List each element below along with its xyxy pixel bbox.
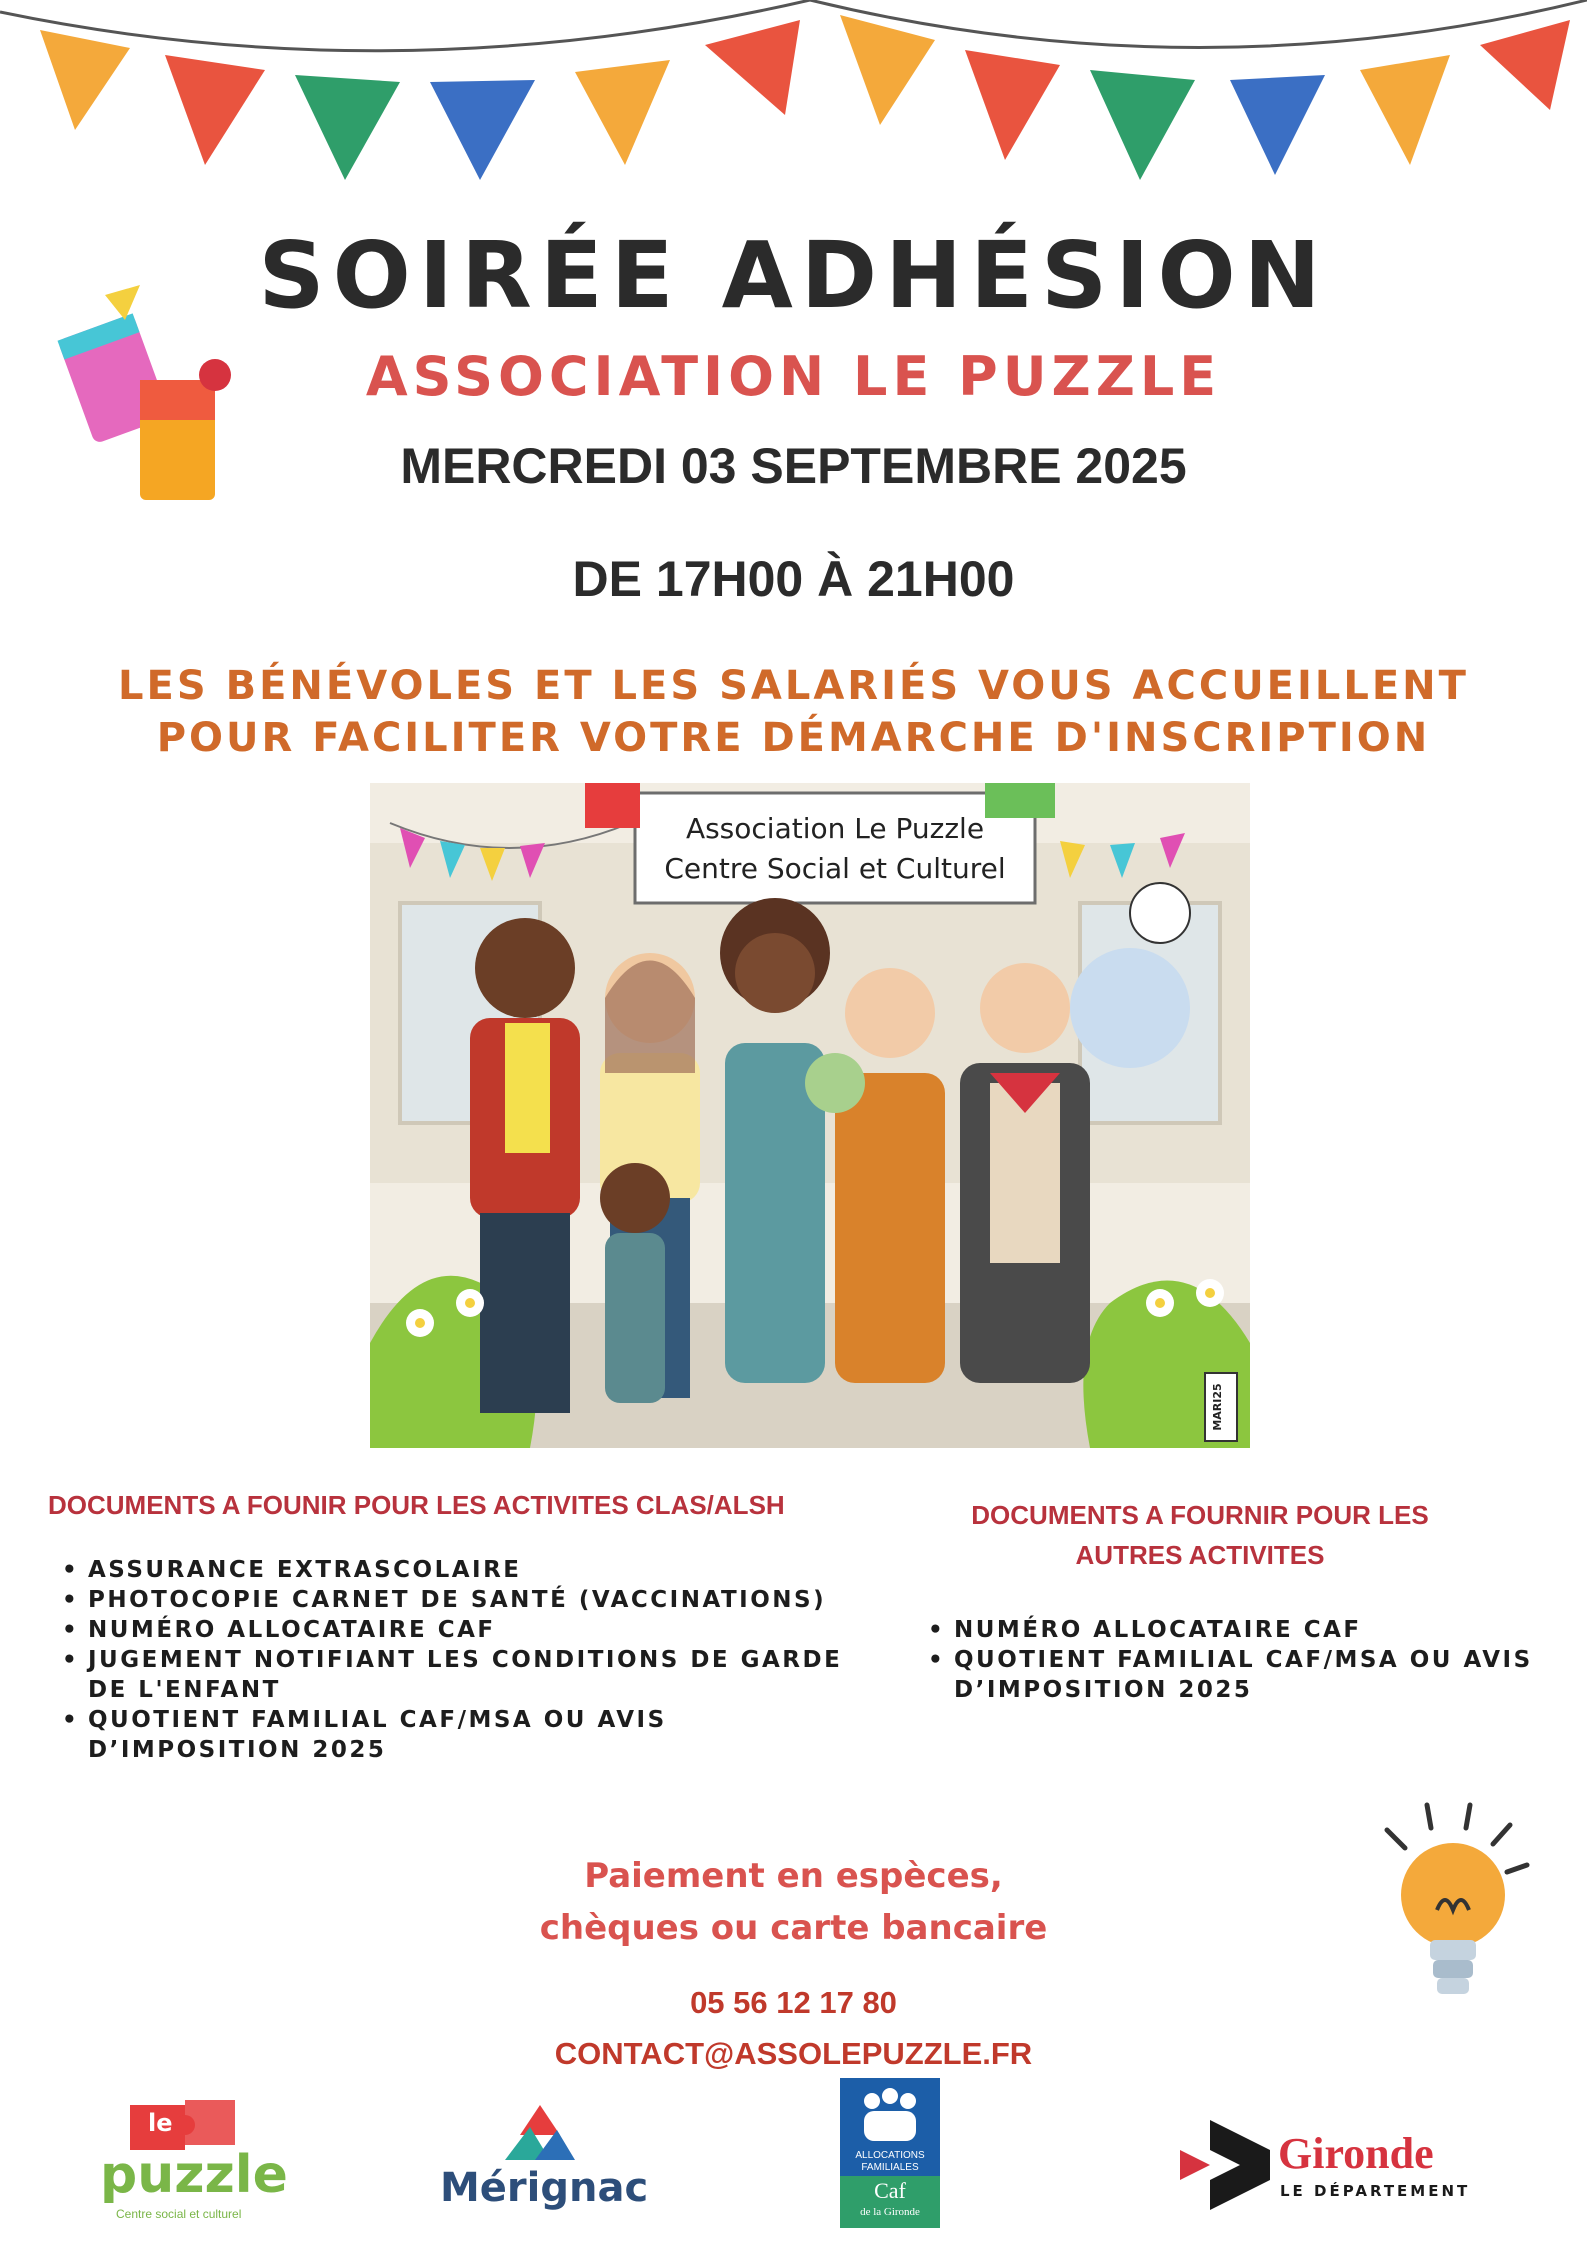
welcome-message bbox=[0, 660, 1587, 764]
bunting-decoration bbox=[0, 0, 1587, 200]
docs-clas-alsh-heading: DOCUMENTS A FOUNIR POUR LES ACTIVITES CLAS/ALSH bbox=[48, 1490, 785, 1520]
merignac-logo-text: Mérignac bbox=[440, 2165, 649, 2211]
gironde-name: Gironde bbox=[1278, 2129, 1434, 2178]
list-item: • QUOTIENT FAMILIAL CAF/MSA OU AVIS D’IMPOSITION 2025 bbox=[62, 1705, 862, 1765]
caf-logo bbox=[840, 2078, 940, 2228]
payment-info bbox=[0, 1850, 1587, 1954]
docs-clas-alsh-list bbox=[62, 1555, 862, 1765]
caf-line-4: de la Gironde bbox=[860, 2206, 920, 2218]
welcome-line-1: LES BÉNÉVOLES ET LES SALARIÉS VOUS ACCUEILLENT bbox=[118, 663, 1469, 709]
artist-signature: MARI25 bbox=[1211, 1383, 1224, 1431]
list-item: • PHOTOCOPIE CARNET DE SANTÉ (VACCINATIONS) bbox=[62, 1585, 862, 1615]
gironde-shape-icon bbox=[1180, 2120, 1270, 2210]
sign-line-1: Association Le Puzzle bbox=[685, 812, 985, 845]
gironde-sub: LE DÉPARTEMENT bbox=[1280, 2182, 1471, 2200]
puzzle-logo-name: puzzle bbox=[100, 2145, 288, 2205]
list-item: • NUMÉRO ALLOCATAIRE CAF bbox=[62, 1615, 862, 1645]
docs-other-heading-line-1: DOCUMENTS A FOURNIR POUR LES bbox=[971, 1500, 1429, 1530]
puzzle-logo bbox=[100, 2095, 288, 2230]
page-title: SOIRÉE ADHÉSION bbox=[258, 222, 1329, 329]
caf-line-1: ALLOCATIONS bbox=[855, 2150, 925, 2161]
event-date: MERCREDI 03 SEPTEMBRE 2025 bbox=[400, 438, 1187, 494]
merignac-logo bbox=[435, 2105, 655, 2230]
docs-other-activities-list bbox=[928, 1615, 1548, 1705]
puzzle-logo-le: le bbox=[148, 2109, 173, 2137]
docs-other-activities-heading bbox=[900, 1495, 1500, 1575]
people-group-icon bbox=[470, 898, 1090, 1413]
contact-phone[interactable]: 05 56 12 17 80 bbox=[690, 1985, 897, 2020]
family-icon bbox=[852, 2086, 928, 2146]
list-item: • ASSURANCE EXTRASCOLAIRE bbox=[62, 1555, 862, 1585]
globe-icon bbox=[1070, 948, 1190, 1068]
payment-line-1: Paiement en espèces, bbox=[584, 1856, 1003, 1896]
community-illustration bbox=[370, 783, 1250, 1448]
sign-line-2: Centre Social et Culturel bbox=[664, 852, 1006, 885]
association-subtitle: ASSOCIATION LE PUZZLE bbox=[365, 345, 1222, 408]
list-item: • JUGEMENT NOTIFIANT LES CONDITIONS DE GARDE DE L'ENFANT bbox=[62, 1645, 862, 1705]
gironde-logo bbox=[1180, 2120, 1480, 2220]
payment-line-2: chèques ou carte bancaire bbox=[539, 1908, 1048, 1948]
list-item: • QUOTIENT FAMILIAL CAF/MSA OU AVIS D’IMPOSITION 2025 bbox=[928, 1645, 1548, 1705]
docs-other-heading-line-2: AUTRES ACTIVITES bbox=[1075, 1540, 1325, 1570]
welcome-line-2: POUR FACILITER VOTRE DÉMARCHE D'INSCRIPTION bbox=[156, 715, 1431, 761]
caf-line-3: Caf bbox=[874, 2178, 906, 2203]
puzzle-logo-tagline: Centre social et culturel bbox=[116, 2207, 242, 2221]
contact-email[interactable]: CONTACT@ASSOLEPUZZLE.FR bbox=[554, 2036, 1033, 2071]
mountain-icon bbox=[505, 2105, 575, 2160]
list-item: • NUMÉRO ALLOCATAIRE CAF bbox=[928, 1615, 1548, 1645]
caf-line-2: FAMILIALES bbox=[861, 2162, 919, 2173]
event-time: DE 17H00 À 21H00 bbox=[572, 551, 1015, 607]
